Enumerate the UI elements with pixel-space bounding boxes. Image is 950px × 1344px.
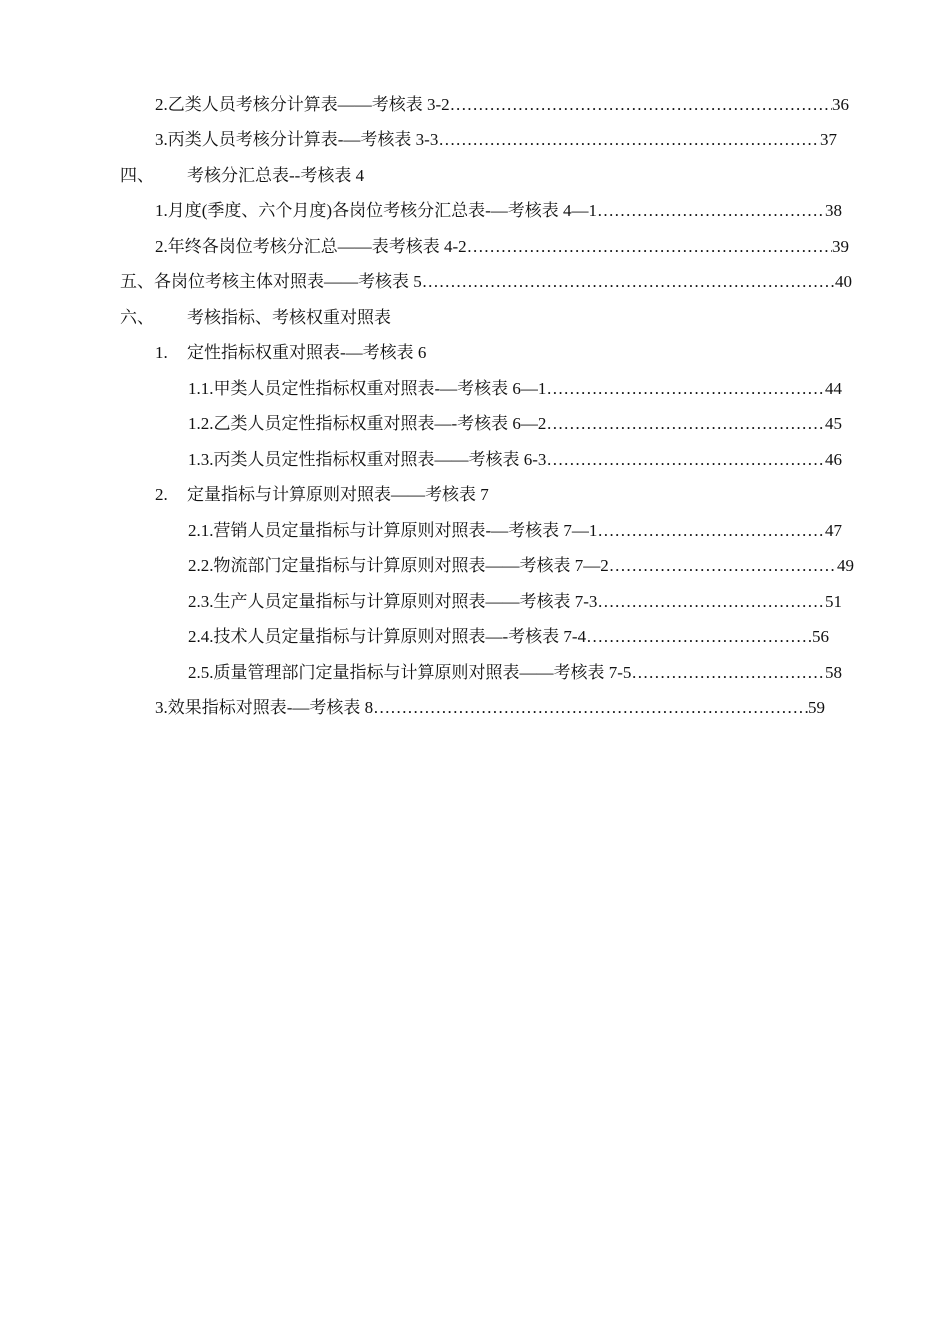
toc-entry[interactable] (155, 128, 837, 152)
toc-entry-number: 3. (155, 698, 168, 717)
toc-section-title: 考核分汇总表--考核表 4 (187, 166, 365, 185)
toc-section-page: 40 (835, 272, 852, 291)
toc-dot-leader (597, 590, 825, 614)
toc-entry-number: 3. (155, 130, 168, 149)
toc-subentry[interactable] (188, 519, 842, 543)
toc-subentry[interactable] (188, 377, 842, 401)
toc-entry-number: 2. (155, 237, 168, 256)
toc-dot-leader (631, 661, 825, 685)
toc-subentry-number: 2.2. (188, 556, 214, 575)
toc-entry-number: 2. (155, 485, 168, 504)
toc-dot-leader (546, 448, 825, 472)
toc-entry-page: 36 (832, 95, 849, 114)
toc-subentry-page: 46 (825, 450, 842, 469)
toc-subentry-page: 45 (825, 414, 842, 433)
toc-dot-leader (546, 412, 825, 436)
toc-section-number: 五、 (120, 272, 154, 291)
toc-subentry-number: 2.1. (188, 521, 214, 540)
toc-dot-leader (609, 554, 837, 578)
toc-subentry-number: 1.1. (188, 379, 214, 398)
toc-entry-title: 丙类人员考核分计算表-—考核表 3-3 (167, 130, 439, 149)
toc-dot-leader (546, 377, 825, 401)
toc-entry-page: 39 (832, 237, 849, 256)
toc-entry-number: 1. (155, 343, 168, 362)
toc-section-title: 考核指标、考核权重对照表 (187, 308, 391, 327)
toc-subentry[interactable] (188, 554, 854, 578)
toc-entry-title: 月度(季度、六个月度)各岗位考核分汇总表-—考核表 4—1 (167, 201, 597, 220)
toc-entry[interactable] (155, 696, 825, 720)
toc-entry-title: 效果指标对照表-—考核表 8 (167, 698, 374, 717)
toc-entry-number: 2. (155, 95, 168, 114)
toc-dot-leader (373, 696, 808, 720)
toc-subentry-number: 2.4. (188, 627, 214, 646)
toc-entry-title: 定性指标权重对照表-—考核表 6 (187, 343, 427, 362)
toc-entry[interactable] (155, 483, 489, 507)
toc-subentry-number: 2.5. (188, 663, 214, 682)
toc-section[interactable] (120, 306, 391, 330)
toc-section-title: 各岗位考核主体对照表——考核表 5 (154, 272, 422, 291)
toc-entry[interactable] (155, 199, 842, 223)
toc-subentry-title: 物流部门定量指标与计算原则对照表——考核表 7—2 (213, 556, 609, 575)
toc-subentry-number: 2.3. (188, 592, 214, 611)
toc-entry-page: 38 (825, 201, 842, 220)
toc-subentry-title: 质量管理部门定量指标与计算原则对照表——考核表 7-5 (213, 663, 632, 682)
toc-subentry-title: 甲类人员定性指标权重对照表-—考核表 6—1 (213, 379, 547, 398)
toc-subentry-page: 56 (812, 627, 829, 646)
toc-entry-title: 定量指标与计算原则对照表——考核表 7 (187, 485, 489, 504)
toc-subentry-number: 1.3. (188, 450, 214, 469)
toc-subentry-title: 技术人员定量指标与计算原则对照表—-考核表 7-4 (213, 627, 587, 646)
toc-subentry[interactable] (188, 448, 842, 472)
toc-entry-page: 37 (820, 130, 837, 149)
toc-subentry[interactable] (188, 661, 842, 685)
toc-dot-leader (597, 519, 825, 543)
toc-subentry-page: 49 (837, 556, 854, 575)
toc-dot-leader (438, 128, 820, 152)
toc-entry-number: 1. (155, 201, 168, 220)
toc-dot-leader (422, 270, 835, 294)
toc-entry[interactable] (155, 235, 849, 259)
toc-dot-leader (597, 199, 825, 223)
toc-subentry-number: 1.2. (188, 414, 214, 433)
toc-entry-page: 59 (808, 698, 825, 717)
toc-subentry-page: 51 (825, 592, 842, 611)
toc-subentry[interactable] (188, 412, 842, 436)
toc-dot-leader (586, 625, 812, 649)
toc-subentry[interactable] (188, 625, 829, 649)
toc-dot-leader (467, 235, 832, 259)
toc-subentry-title: 丙类人员定性指标权重对照表——考核表 6-3 (213, 450, 547, 469)
toc-subentry-page: 44 (825, 379, 842, 398)
toc-dot-leader (450, 93, 832, 117)
toc-subentry-title: 营销人员定量指标与计算原则对照表-—考核表 7—1 (213, 521, 598, 540)
toc-section-number: 六、 (120, 308, 154, 327)
toc-subentry-page: 58 (825, 663, 842, 682)
toc-subentry-page: 47 (825, 521, 842, 540)
toc-section[interactable] (120, 164, 364, 188)
toc-subentry-title: 乙类人员定性指标权重对照表—-考核表 6—2 (213, 414, 547, 433)
toc-entry-title: 年终各岗位考核分汇总——表考核表 4-2 (167, 237, 467, 256)
toc-section-number: 四、 (120, 166, 154, 185)
toc-entry[interactable] (155, 341, 426, 365)
toc-subentry-title: 生产人员定量指标与计算原则对照表——考核表 7-3 (213, 592, 598, 611)
toc-subentry[interactable] (188, 590, 842, 614)
toc-entry-title: 乙类人员考核分计算表——考核表 3-2 (167, 95, 450, 114)
toc-entry[interactable] (155, 93, 849, 117)
toc-section[interactable] (120, 270, 852, 294)
